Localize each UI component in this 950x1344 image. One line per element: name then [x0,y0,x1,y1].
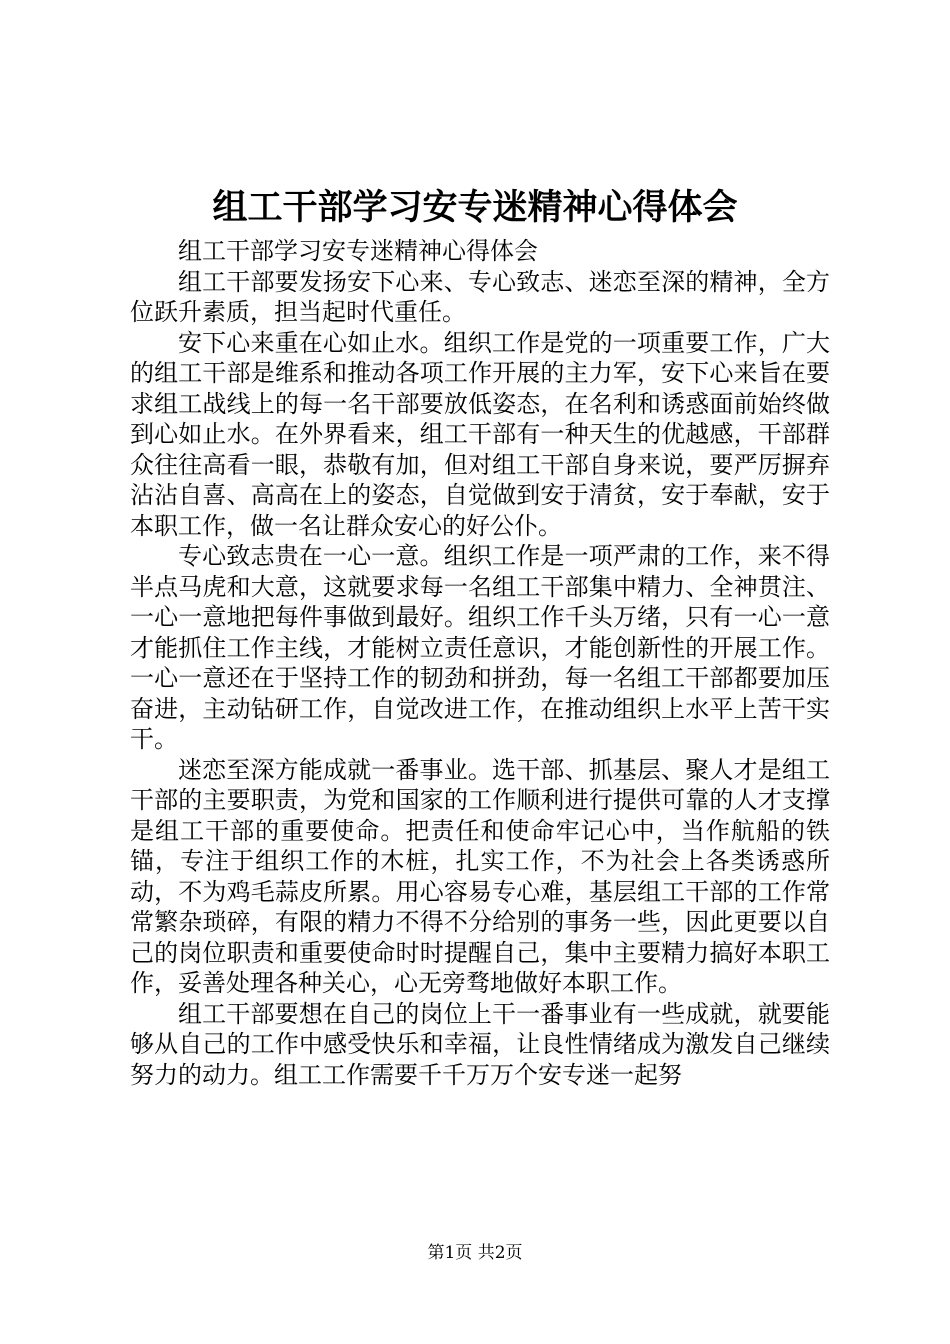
paragraph-calm-mind: 安下心来重在心如止水。组织工作是党的一项重要工作，广大的组工干部是维系和推动各项工作开展的主力军，安下心来旨在要求组工战线上的每一名干部要放低姿态，在名利和诱惑面前始终做到心如止水。在外界看来，组工干部有一种天生的优越感，干部群众往往高看一眼，恭敬有加，但对组工干部自身来说，要严厉摒弃沾沾自喜、高高在上的姿态，自觉做到安于清贫，安于奉献，安于本职工作，做一名让群众安心的好公仆。 [130,328,830,540]
paragraph-concentration: 专心致志贵在一心一意。组织工作是一项严肃的工作，来不得半点马虎和大意，这就要求每一名组工干部集中精力、全神贯注、一心一意地把每件事做到最好。组织工作千头万绪，只有一心一意才能抓住工作主线，才能树立责任意识，才能创新性的开展工作。一心一意还在于坚持工作的韧劲和拼劲，每一名组工干部都要加压奋进，主动钻研工作，自觉改进工作，在推动组织上水平上苦干实干。 [130,542,830,753]
document-title: 组工干部学习安专迷精神心得体会 [212,187,738,228]
paragraph-intro: 组工干部要发扬安下心来、专心致志、迷恋至深的精神，全方位跃升素质，担当起时代重任。 [130,267,830,326]
paragraph-achievement: 组工干部要想在自己的岗位上干一番事业有一些成就，就要能够从自己的工作中感受快乐和幸福，让良性情绪成为激发自己继续努力的动力。组工工作需要千千万万个安专迷一起努 [130,999,830,1089]
page-footer [0,1242,950,1264]
paragraph-subtitle: 组工干部学习安专迷精神心得体会 [178,237,538,265]
paragraph-devotion: 迷恋至深方能成就一番事业。选干部、抓基层、聚人才是组工干部的主要职责，为党和国家的工作顺利进行提供可靠的人才支撑是组工干部的重要使命。把责任和使命牢记心中，当作航船的铁锚，专注于组织工作的木桩，扎实工作，不为社会上各类诱惑所动，不为鸡毛蒜皮所累。用心容易专心难，基层组工干部的工作常常繁杂琐碎，有限的精力不得不分给别的事务一些，因此更要以自己的岗位职责和重要使命时时提醒自己，集中主要精力搞好本职工作，妥善处理各种关心，心无旁骛地做好本职工作。 [130,755,830,997]
document-body [130,236,830,1090]
page-number-indicator: 第1页 共2页 [427,1243,523,1263]
